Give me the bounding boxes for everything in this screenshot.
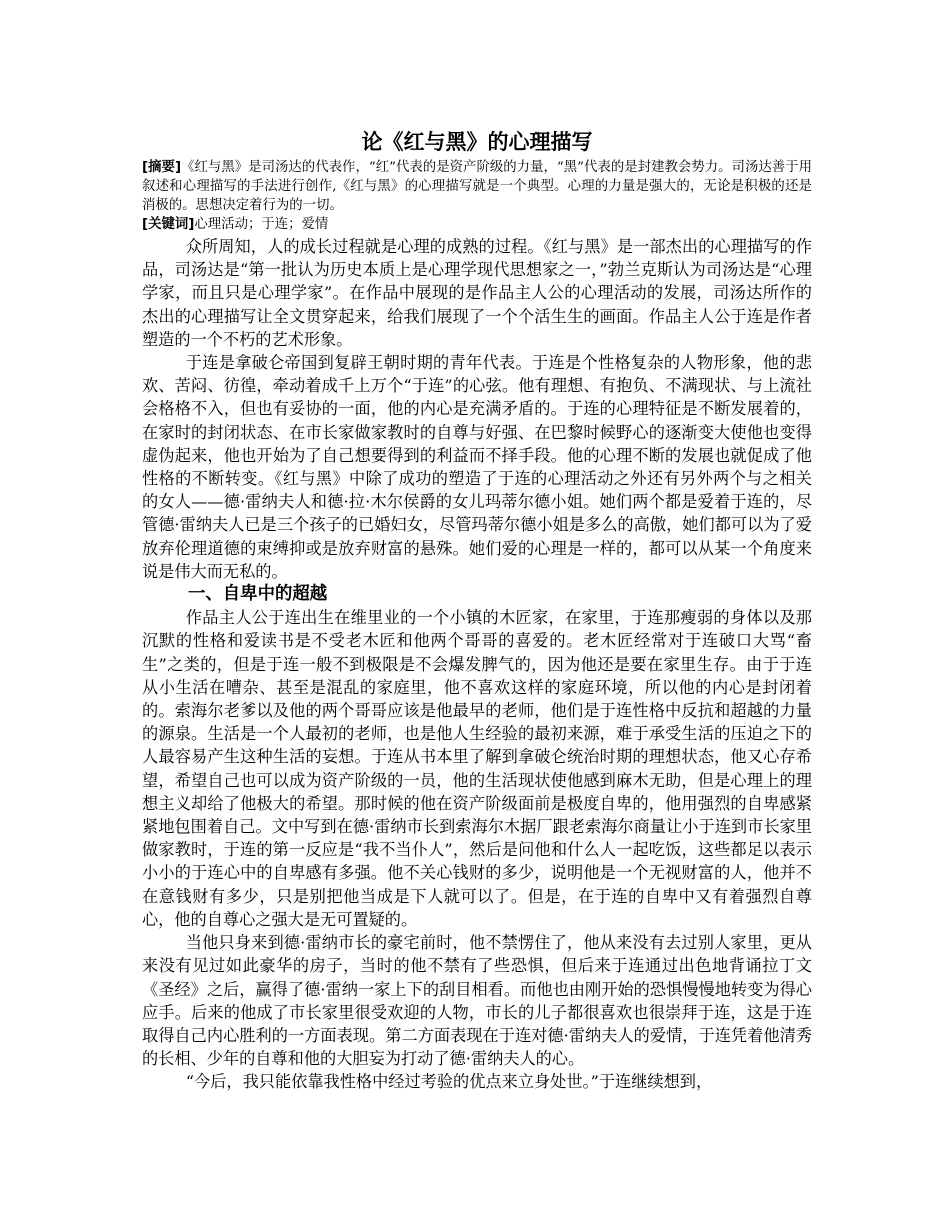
body-paragraph-3: “今后，我只能依靠我性格中经过考验的优点来立身处世。”于连继续想到， (185, 1072, 713, 1092)
document-page (142, 128, 812, 1094)
body-paragraph-1: 作品主人公于连出生在维里业的一个小镇的木匠家，在家里，于连那瘦弱的身体以及那沉默的性格和爱读书是不受老木匠和他两个哥哥的喜爱的。老木匠经常对于连破口大骂“畜生”之类的，但是于连一般不到极限是不会爆发脾气的，因为他还是要在家里生存。由于于连从小生活在嘈杂、甚至是混乱的家庭里，他不喜欢这样的家庭环境，所以他的内心是封闭着的。索海尔老爹以及他的两个哥哥应该是他最早的老师，他们是于连性格中反抗和超越的力量的源泉。生活是一个人最初的老师，也是他人生经验的最初来源，难于承受生活的压迫之下的人最容易产生这种生活的妄想。于连从书本里了解到拿破仑统治时期的理想状态，他又心存希望，希望自己也可以成为资产阶级的一员，他的生活现状使他感到麻木无助，但是心理上的理想主义却给了他极大的希望。那时候的他在资产阶级面前是极度自卑的，他用强烈的自卑感紧紧地包围着自己。文中写到在德·雷纳市长到索海尔木据厂跟老索海尔商量让小于连到市长家里做家教时，于连的第一反应是“我不当仆人”，然后是问他和什么人一起吃饭，这些都足以表示小小的于连心中的自卑感有多强。他不关心钱财的多少，说明他是一个无视财富的人，他并不在意钱财有多少，只是别把他当成是下人就可以了。但是，在于连的自卑中又有着强烈自尊心，他的自尊心之强大是无可置疑的。 (142, 608, 812, 929)
intro-paragraph-2: 于连是拿破仑帝国到复辟王朝时期的青年代表。于连是个性格复杂的人物形象，他的悲欢、苦闷、彷徨，牵动着成千上万个“于连”的心弦。他有理想、有抱负、不满现状、与上流社会格格不入，但也有妥协的一面，他的内心是充满矛盾的。于连的心理特征是不断发展着的，在家时的封闭状态、在市长家做家教时的自尊与好强、在巴黎时候野心的逐渐变大使他也变得虚伪起来，他也开始为了自己想要得到的利益而不择手段。他的心理不断的发展也就促成了他性格的不断转变。《红与黑》中除了成功的塑造了于连的心理活动之外还有另外两个与之相关的女人——德·雷纳夫人和德·拉·木尔侯爵的女儿玛蒂尔德小姐。她们两个都是爱着于连的，尽管德·雷纳夫人已是三个孩子的已婚妇女，尽管玛蒂尔德小姐是多么的高傲，她们都可以为了爱放弃伦理道德的束缚抑或是放弃财富的悬殊。她们爱的心理是一样的，都可以从某一个角度来说是伟大而无私的。 (142, 353, 812, 581)
body-paragraph-2: 当他只身来到德·雷纳市长的豪宅前时，他不禁愣住了，他从来没有去过别人家里，更从来没有见过如此豪华的房子，当时的他不禁有了些恐惧，但后来于连通过出色地背诵拉丁文《圣经》之后，赢得了德·雷纳一家上下的刮目相看。而他也由刚开始的恐惧慢慢地转变为得心应手。后来的他成了市长家里很受欢迎的人物，市长的儿子都很喜欢也很崇拜于连，这是于连取得自己内心胜利的一方面表现。第二方面表现在于连对德·雷纳夫人的爱情，于连凭着他清秀的长相、少年的自尊和他的大胆妄为打动了德·雷纳夫人的心。 (142, 933, 812, 1069)
keywords (142, 215, 812, 234)
section-heading: 一、自卑中的超越 (188, 584, 328, 605)
intro-paragraph-1: 众所周知，人的成长过程就是心理的成熟的过程。《红与黑》是一部杰出的心理描写的作品，司汤达是“第一批认为历史本质上是心理学现代思想家之一，”勃兰克斯认为司汤达是“心理学家，而且只是心理学家”。在作品中展现的是作品主人公的心理活动的发展，司汤达所作的杰出的心理描写让全文贯穿起来，给我们展现了一个个活生生的画面。作品主人公于连是作者塑造的一个不朽的艺术形象。 (142, 237, 812, 349)
abstract (142, 158, 812, 215)
abstract-text: 《红与黑》是司汤达的代表作，“红”代表的是资产阶级的力量，“黑”代表的是封建教会势力。司汤达善于用叙述和心理描写的手法进行创作,《红与黑》的心理描写就是一个典型。心理的力量是强大的，无论是积极的还是消极的。思想决定着行为的一切。 (142, 160, 812, 213)
keywords-label: [关键词] (142, 217, 195, 232)
document-title: 论《红与黑》的心理描写 (361, 130, 593, 154)
keywords-text: 心理活动；于连；爱情 (194, 217, 329, 232)
abstract-label: [摘要] (142, 160, 182, 175)
